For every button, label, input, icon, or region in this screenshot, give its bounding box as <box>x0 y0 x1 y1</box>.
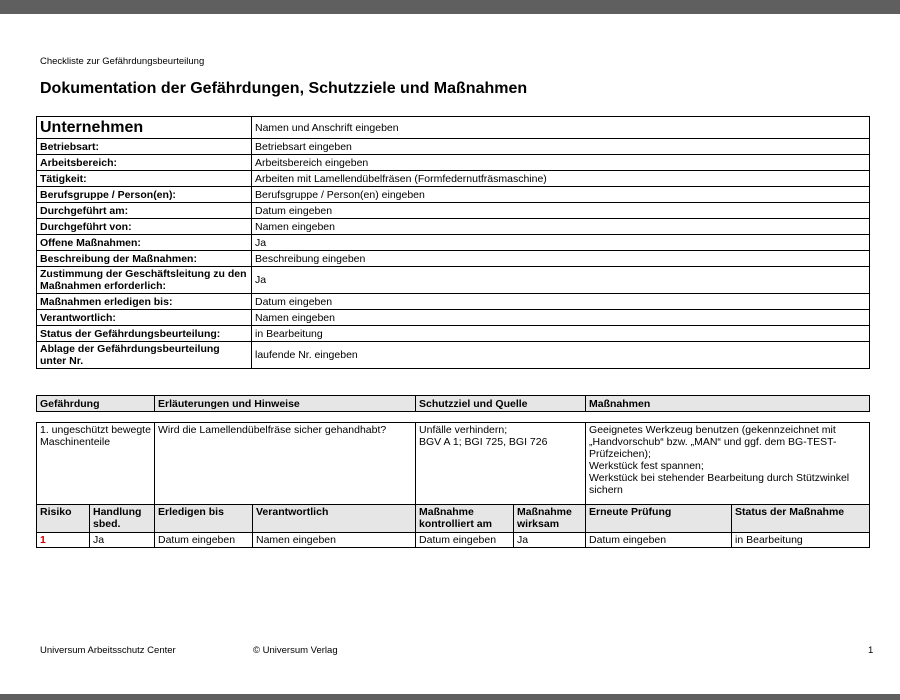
risk-value[interactable]: 1 <box>37 533 90 548</box>
risk-row <box>37 533 870 548</box>
unternehmen-label: Unternehmen <box>37 117 252 139</box>
schutzziel-line: BGV A 1; BGI 725, BGI 726 <box>419 436 548 448</box>
info-label: Zustimmung der Geschäftsleitung zu den Maßnahmen erforderlich: <box>37 267 252 294</box>
footer-left: Universum Arbeitsschutz Center <box>40 645 176 656</box>
massnahme-line: Werkstück bei stehender Bearbeitung durch Stützwinkel sichern <box>589 472 850 496</box>
col-schutzziel: Schutzziel und Quelle <box>416 396 586 412</box>
risk-col-kontrolliert: Maßnahme kontrolliert am <box>416 505 514 533</box>
info-value[interactable]: Namen eingeben <box>252 219 870 235</box>
page-number: 1 <box>868 645 874 656</box>
footer-center: © Universum Verlag <box>253 645 338 656</box>
risk-col-handlung: Handlung sbed. <box>90 505 155 533</box>
viewer-bottom-bar <box>0 694 900 700</box>
info-label: Beschreibung der Maßnahmen: <box>37 251 252 267</box>
status-value[interactable]: in Bearbeitung <box>732 533 870 548</box>
info-value[interactable]: Arbeitsbereich eingeben <box>252 155 870 171</box>
info-label: Status der Gefährdungsbeurteilung: <box>37 326 252 342</box>
hazard-erlaeuterung: Wird die Lamellendübelfräse sicher gehandhabt? <box>155 423 416 505</box>
risk-col-erledigen: Erledigen bis <box>155 505 253 533</box>
info-value[interactable]: Beschreibung eingeben <box>252 251 870 267</box>
risk-col-wirksam: Maßnahme wirksam <box>514 505 586 533</box>
verantwortlich-value[interactable]: Namen eingeben <box>253 533 416 548</box>
info-value[interactable]: laufende Nr. eingeben <box>252 342 870 369</box>
info-label: Berufsgruppe / Person(en): <box>37 187 252 203</box>
wirksam-value[interactable]: Ja <box>514 533 586 548</box>
col-massnahmen: Maßnahmen <box>586 396 870 412</box>
col-gefaehrdung: Gefährdung <box>37 396 155 412</box>
viewer-top-bar <box>0 0 900 14</box>
pruefung-value[interactable]: Datum eingeben <box>586 533 732 548</box>
info-value[interactable]: Ja <box>252 235 870 251</box>
info-label: Maßnahmen erledigen bis: <box>37 294 252 310</box>
hazard-column-headers <box>36 395 870 412</box>
info-label: Offene Maßnahmen: <box>37 235 252 251</box>
schutzziel-line: Unfälle verhindern; <box>419 424 508 436</box>
info-label: Betriebsart: <box>37 139 252 155</box>
risk-col-risiko: Risiko <box>37 505 90 533</box>
hazard-massnahmen <box>586 423 870 505</box>
info-label: Tätigkeit: <box>37 171 252 187</box>
info-value[interactable]: Betriebsart eingeben <box>252 139 870 155</box>
company-info-table <box>36 116 870 369</box>
document-page <box>0 14 900 694</box>
massnahme-line: Geeignetes Werkzeug benutzen (gekennzeichnet mit „Handvorschub“ bzw. „MAN“ und ggf. dem BG-TEST-Prüfzeichen); <box>589 424 837 460</box>
info-label: Durchgeführt am: <box>37 203 252 219</box>
document-subtitle: Checkliste zur Gefährdungsbeurteilung <box>40 56 205 67</box>
info-label: Verantwortlich: <box>37 310 252 326</box>
hazard-row <box>37 423 870 505</box>
col-erlaeuterungen: Erläuterungen und Hinweise <box>155 396 416 412</box>
info-label: Durchgeführt von: <box>37 219 252 235</box>
risk-col-pruefung: Erneute Prüfung <box>586 505 732 533</box>
info-value[interactable]: Namen eingeben <box>252 310 870 326</box>
info-value[interactable]: Ja <box>252 267 870 294</box>
info-value[interactable]: Datum eingeben <box>252 294 870 310</box>
unternehmen-value[interactable]: Namen und Anschrift eingeben <box>252 117 870 139</box>
info-value[interactable]: in Bearbeitung <box>252 326 870 342</box>
info-label: Ablage der Gefährdungsbeurteilung unter Nr. <box>37 342 252 369</box>
risk-header-row <box>37 505 870 533</box>
risk-col-verantwortlich: Verantwortlich <box>253 505 416 533</box>
info-label: Arbeitsbereich: <box>37 155 252 171</box>
risk-col-status: Status der Maßnahme <box>732 505 870 533</box>
hazard-gefaehrdung: 1. ungeschützt bewegte Maschinenteile <box>37 423 155 505</box>
handlung-value[interactable]: Ja <box>90 533 155 548</box>
kontrolliert-value[interactable]: Datum eingeben <box>416 533 514 548</box>
info-value[interactable]: Arbeiten mit Lamellendübelfräsen (Formfedernutfräsmaschine) <box>252 171 870 187</box>
info-value[interactable]: Datum eingeben <box>252 203 870 219</box>
info-value[interactable]: Berufsgruppe / Person(en) eingeben <box>252 187 870 203</box>
hazard-detail-table <box>36 422 870 548</box>
massnahme-line: Werkstück fest spannen; <box>589 460 704 472</box>
hazard-schutzziel <box>416 423 586 505</box>
document-title: Dokumentation der Gefährdungen, Schutzziele und Maßnahmen <box>40 80 528 97</box>
erledigen-value[interactable]: Datum eingeben <box>155 533 253 548</box>
